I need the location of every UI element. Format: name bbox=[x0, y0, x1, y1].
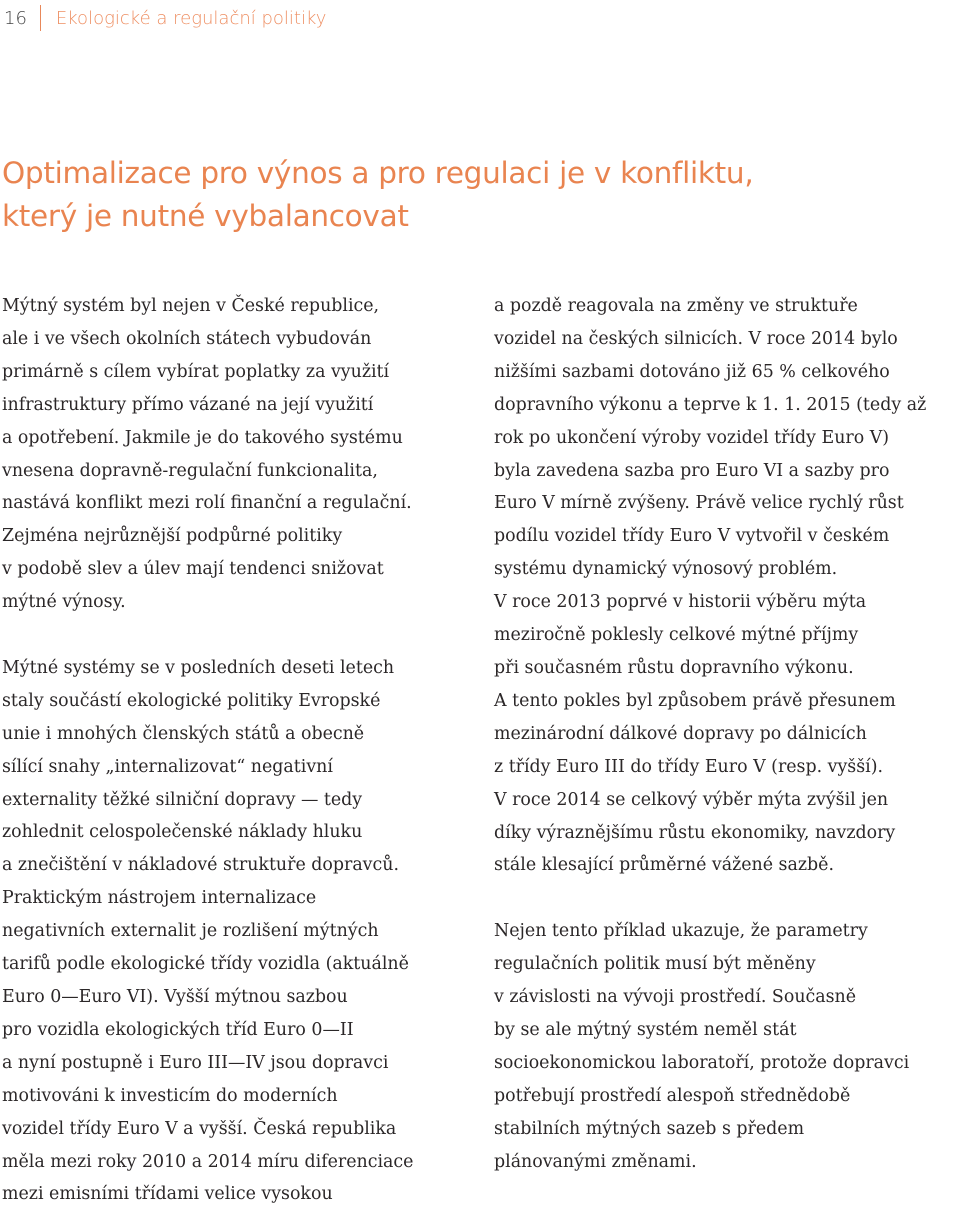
text-line: unie i mnohých členských států a obecně bbox=[2, 723, 365, 744]
text-line: plánovanými změnami. bbox=[494, 1151, 697, 1172]
text-line: vnesena dopravně-regulační funkcionalita, bbox=[2, 460, 378, 481]
text-line: externality těžké silniční dopravy — tedy bbox=[2, 789, 363, 810]
text-line: mezi emisními třídami velice vysokou bbox=[2, 1184, 333, 1205]
text-line: v závislosti na vývoji prostředí. Současně bbox=[494, 987, 857, 1008]
text-line: z třídy Euro III do třídy Euro V (resp. vyšší). bbox=[494, 756, 884, 777]
text-line: byla zavedena sazba pro Euro VI a sazby pro bbox=[494, 460, 890, 481]
paragraph bbox=[2, 652, 472, 1211]
text-line: a znečištění v nákladové struktuře dopravců. bbox=[2, 855, 399, 876]
text-line: staly součástí ekologické politiky Evropské bbox=[2, 690, 381, 711]
text-line: tarifů podle ekologické třídy vozidla (aktuálně bbox=[2, 954, 409, 975]
text-line: nižšími sazbami dotováno již 65 % celkového bbox=[494, 361, 890, 382]
text-line: podílu vozidel třídy Euro V vytvořil v českém bbox=[494, 526, 890, 547]
text-line: vozidel na českých silnicích. V roce 2014 bylo bbox=[494, 328, 898, 349]
text-line: pro vozidla ekologických tříd Euro 0—II bbox=[2, 1019, 354, 1040]
section-heading bbox=[2, 152, 802, 238]
text-line: Praktickým nástrojem internalizace bbox=[2, 888, 317, 909]
text-line: Nejen tento příklad ukazuje, že parametry bbox=[494, 921, 868, 942]
text-line: meziročně poklesly celkové mýtné příjmy bbox=[494, 625, 859, 646]
text-line: zohlednit celospolečenské náklady hluku bbox=[2, 822, 363, 843]
text-line: systému dynamický výnosový problém. bbox=[494, 559, 838, 580]
text-line: měla mezi roky 2010 a 2014 míru diferenciace bbox=[2, 1151, 414, 1172]
text-line: A tento pokles byl způsobem právě přesunem bbox=[494, 690, 896, 711]
section-name: Ekologické a regulační politiky bbox=[55, 7, 327, 29]
heading-line: Optimalizace pro výnos a pro regulaci je v konfliktu, bbox=[2, 156, 754, 190]
text-line: a pozdě reagovala na změny ve struktuře bbox=[494, 296, 858, 316]
text-line: a opotřebení. Jakmile je do takového systému bbox=[2, 427, 403, 448]
text-line: mýtné výnosy. bbox=[2, 592, 126, 613]
text-line: by se ale mýtný systém neměl stát bbox=[494, 1019, 797, 1040]
text-line: mezinárodní dálkové dopravy po dálnicích bbox=[494, 723, 867, 744]
text-line: v podobě slev a úlev mají tendenci snižovat bbox=[2, 559, 384, 580]
text-line: motivováni k investicím do moderních bbox=[2, 1085, 338, 1106]
text-line: sílící snahy „internalizovat“ negativní bbox=[2, 756, 333, 777]
text-line: socioekonomickou laboratoří, protože dopravci bbox=[494, 1052, 910, 1073]
text-line: Euro V mírně zvýšeny. Právě velice rychlý růst bbox=[494, 493, 904, 514]
text-line: díky výraznějšímu růstu ekonomiky, navzdory bbox=[494, 822, 896, 843]
text-line: negativních externalit je rozlišení mýtných bbox=[2, 921, 379, 942]
text-line: při současném růstu dopravního výkonu. bbox=[494, 657, 854, 678]
text-line: rok po ukončení výroby vozidel třídy Euro V) bbox=[494, 427, 890, 448]
text-line: vozidel třídy Euro V a vyšší. Česká republika bbox=[2, 1118, 397, 1139]
header-divider bbox=[40, 5, 41, 31]
paragraph bbox=[494, 290, 960, 882]
text-line: Euro 0—Euro VI). Vyšší mýtnou sazbou bbox=[2, 987, 348, 1008]
paragraph bbox=[2, 290, 472, 619]
text-line: nastává konflikt mezi rolí finanční a regulační. bbox=[2, 493, 412, 514]
heading-line: který je nutné vybalancovat bbox=[2, 199, 409, 233]
text-line: ale i ve všech okolních státech vybudován bbox=[2, 328, 372, 349]
right-column bbox=[494, 290, 960, 1178]
text-line: potřebují prostředí alespoň střednědobě bbox=[494, 1085, 851, 1106]
text-line: V roce 2014 se celkový výběr mýta zvýšil jen bbox=[494, 789, 889, 810]
left-column bbox=[2, 290, 472, 1211]
text-line: Mýtné systémy se v posledních deseti letech bbox=[2, 657, 395, 678]
text-line: regulačních politik musí být měněny bbox=[494, 954, 816, 975]
text-line: primárně s cílem vybírat poplatky za využití bbox=[2, 361, 390, 382]
paragraph bbox=[494, 915, 960, 1178]
text-line: a nyní postupně i Euro III—IV jsou dopravci bbox=[2, 1052, 389, 1073]
text-line: stále klesající průměrné vážené sazbě. bbox=[494, 855, 834, 876]
text-line: dopravního výkonu a teprve k 1. 1. 2015 (tedy až bbox=[494, 394, 927, 415]
text-line: V roce 2013 poprvé v historii výběru mýta bbox=[494, 592, 867, 613]
text-line: stabilních mýtných sazeb s předem bbox=[494, 1118, 805, 1139]
running-header bbox=[4, 4, 326, 32]
page-number: 16 bbox=[4, 7, 27, 29]
text-line: Zejména nejrůznější podpůrné politiky bbox=[2, 526, 343, 547]
text-line: infrastruktury přímo vázané na její využití bbox=[2, 394, 374, 415]
text-line: Mýtný systém byl nejen v České republice, bbox=[2, 296, 380, 316]
